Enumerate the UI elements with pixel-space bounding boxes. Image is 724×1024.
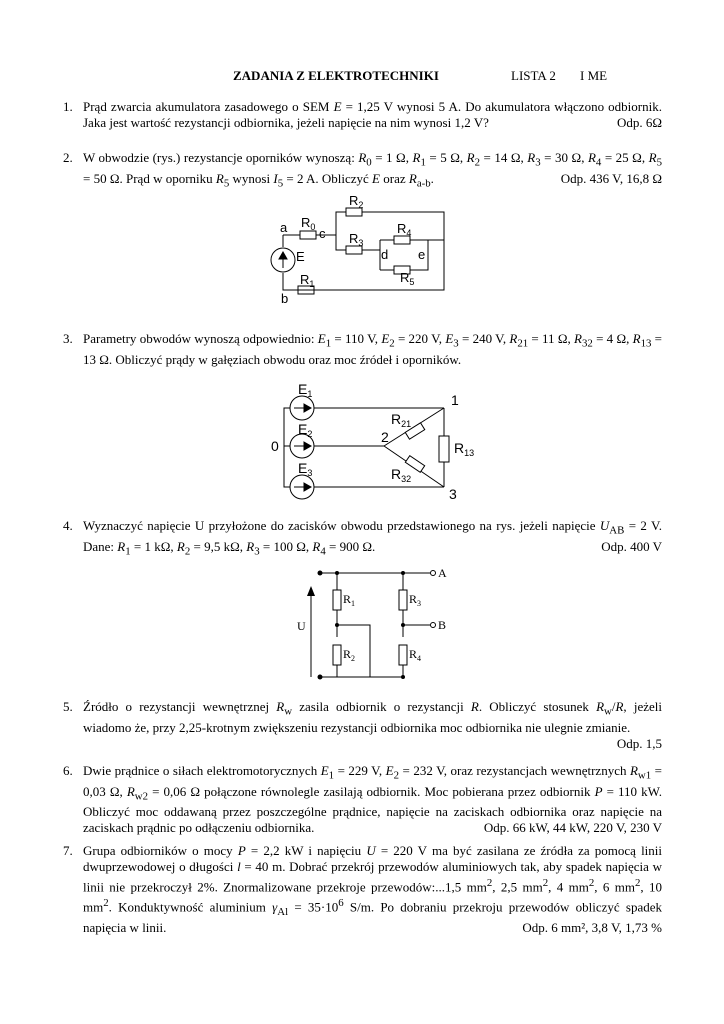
resistor-r21-subscript: 21 — [401, 419, 412, 429]
resistor-r13-subscript: 13 — [464, 448, 475, 458]
svg-text:R0 — [301, 215, 315, 232]
resistor-r0-subscript: 0 — [310, 222, 316, 232]
svg-text:R2 — [343, 647, 355, 663]
problem-number: 2. — [63, 150, 73, 165]
problem-answer: Odp. 66 kW, 44 kW, 220 V, 230 V — [483, 820, 662, 836]
svg-text:R1 — [343, 592, 355, 608]
resistor-r4-subscript: 4 — [417, 654, 422, 663]
problem-5 — [63, 699, 662, 752]
problem-answer: Odp. 400 V — [601, 538, 662, 554]
problem-answer: Odp. 1,5 — [616, 735, 662, 751]
problem-number: 6. — [63, 763, 73, 778]
problem-number: 4. — [63, 518, 73, 533]
svg-text:E3 — [298, 460, 312, 478]
resistor-r21-label: R — [391, 411, 402, 427]
resistor-r5-subscript: 5 — [409, 277, 415, 287]
resistor-r3-subscript: 3 — [417, 599, 422, 608]
svg-text:R4 — [409, 647, 421, 663]
problem-6 — [63, 763, 662, 836]
resistor-r1-subscript: 1 — [351, 599, 356, 608]
problem-answer: Odp. 6 mm², 3,8 V, 1,73 % — [522, 920, 662, 936]
resistor-r1-label: R — [343, 592, 352, 606]
resistor-r13-label: R — [454, 440, 465, 456]
circuit-figure-2 — [265, 380, 490, 502]
svg-text:R2 — [349, 195, 363, 210]
problem-2 — [63, 150, 662, 191]
resistor-r2-subscript: 2 — [351, 654, 356, 663]
node-2-label: 2 — [381, 429, 389, 445]
source-e2-subscript: 2 — [307, 429, 313, 439]
resistor-r2-label: R — [349, 195, 359, 208]
resistor-r3-label: R — [409, 592, 418, 606]
node-e-label: e — [418, 247, 426, 262]
svg-text:R3 — [349, 231, 363, 248]
resistor-r4-subscript: 4 — [406, 228, 412, 238]
resistor-r2-label: R — [343, 647, 352, 661]
terminal-b-label: B — [438, 618, 447, 632]
problem-text: Prąd zwarcia akumulatora zasadowego o SEM E = 1,25 V wynosi 5 A. Do akumulatora włączono odbiornik. Jaka jest wartość rezystancji odbiornika, jeżeli napięcie na nim wynosi 1,2 V? Odp. 6Ω — [83, 99, 662, 130]
resistor-r5-label: R — [400, 270, 410, 285]
problem-text: Parametry obwodów wynoszą odpowiednio: $E_1 = 110$ V, $E_2 = 220$ V, $E_3 = 240$ V, $R_{21} = 11$ Ω, $R_{32} = 4$ Ω, $R_{13} = 13$ Ω. Obliczyć prądy w gałęziach obwodu oraz moc źródeł i oporników. — [83, 331, 663, 367]
problem-text: Wyznaczyć napięcie U przyłożone do zacisków obwodu przedstawionego na rys. jeżeli napięcie $U_{AB} = 2$ V. Dane: $R_1 = 1$ kΩ, $R_2 = 9,5$ kΩ, $R_3 = 100$ Ω, $R_4 = 900$ Ω. Odp. 400 V — [83, 518, 662, 558]
source-e3-label: E — [298, 460, 308, 476]
source-e1-subscript: 1 — [307, 389, 313, 399]
problem-number: 3. — [63, 331, 73, 346]
node-b-label: b — [281, 291, 289, 306]
resistor-r3-label: R — [349, 231, 359, 246]
resistor-r4-label: R — [409, 647, 418, 661]
svg-text:R3 — [409, 592, 421, 608]
svg-text:E2 — [298, 421, 312, 439]
svg-text:R4 — [397, 221, 411, 238]
problem-answer: Odp. 6Ω — [616, 115, 662, 130]
page-title: ZADANIA Z ELEKTROTECHNIKI — [233, 68, 439, 83]
group-label: I ME — [580, 68, 608, 83]
node-d-label: d — [381, 247, 389, 262]
resistor-r4-label: R — [397, 221, 407, 236]
problem-text: Źródło o rezystancji wewnętrznej $R_w$ zasila odbiornik o rezystancji R. Obliczyć stosunek $R_w/R$, jeżeli wiadomo że, przy 2,25-krotnym zwiększeniu rezystancji odbiornika moc odbiornika nie ulegnie zmianie. Odp. 1,5 — [83, 699, 662, 751]
problem-answer: Odp. 436 V, 16,8 Ω — [560, 170, 662, 186]
node-0-label: 0 — [271, 438, 279, 454]
svg-text:E1 — [298, 381, 312, 399]
source-e1-label: E — [298, 381, 308, 397]
source-e3-subscript: 3 — [307, 468, 313, 478]
list-number: LISTA 2 — [511, 68, 556, 83]
resistor-r3-subscript: 3 — [358, 238, 364, 248]
svg-text:R1 — [300, 272, 314, 289]
svg-text:R5 — [400, 270, 414, 287]
resistor-r0-label: R — [301, 215, 311, 230]
svg-text:R21 — [391, 411, 411, 429]
node-a-label: a — [280, 220, 288, 235]
source-e2-label: E — [298, 421, 308, 437]
resistor-r1-subscript: 1 — [309, 279, 315, 289]
problem-4 — [63, 518, 662, 559]
terminal-a-label: A — [438, 566, 447, 580]
problem-number: 7. — [63, 843, 73, 858]
resistor-r1-label: R — [300, 272, 310, 287]
resistor-r32-subscript: 32 — [401, 474, 412, 484]
problem-number: 5. — [63, 699, 73, 714]
svg-text:R32 — [391, 466, 411, 484]
circuit-figure-3 — [290, 560, 455, 690]
node-1-label: 1 — [451, 392, 459, 408]
resistor-r32-label: R — [391, 466, 402, 482]
problem-number: 1. — [63, 99, 73, 114]
circuit-figure-1 — [262, 195, 472, 307]
problem-text: W obwodzie (rys.) rezystancje oporników wynoszą: $R_0 = 1$ Ω, $R_1 = 5$ Ω, $R_2 = 14$ Ω, $R_3 = 30$ Ω, $R_4 = 25$ Ω, $R_5 = 50$ Ω. Prąd w oporniku $R_5$ wynosi $I_5 = 2$ A. Obliczyć E oraz $R_{a-b}$. Odp. 436 V, 16,8 Ω — [83, 150, 662, 190]
problem-text: Dwie prądnice o siłach elektromotorycznych $E_1 = 229$ V, $E_2 = 232$ V, oraz rezystancjach wewnętrznych $R_{w1} = 0,03$ Ω, $R_{w2} = 0,06$ Ω połączone równolegle zasilają odbiornik. Moc pobierana przez odbiornik P = 110 kW. Obliczyć moc oddawaną przez poszczególne prądnice, napięcie na zaciskach odbiornika oraz napięcie na zaciskach prądnic po odłączeniu odbiornika. Odp. 66 kW, 44 kW, 220 V, 230 V — [83, 763, 662, 836]
voltage-u-label: U — [297, 619, 306, 633]
source-e-label: E — [296, 249, 305, 264]
problem-1 — [63, 99, 662, 131]
problem-7 — [63, 843, 662, 936]
resistor-r2-subscript: 2 — [358, 200, 364, 210]
problem-3 — [63, 331, 662, 368]
node-3-label: 3 — [449, 486, 457, 502]
node-c-label: c — [319, 226, 326, 241]
svg-text:R13 — [454, 440, 474, 458]
problem-text: Grupa odbiorników o mocy P = 2,2 kW i napięciu U = 220 V ma być zasilana ze źródła za pomocą linii dwuprzewodowej o długości l = 40 m. Dobrać przekrój przewodów aluminiowych tak, aby spadek napięcia w linii nie przekroczył 2%. Znormalizowane przekroje przewodów:...1,5 $mm^2$, 2,5 $mm^2$, 4 $mm^2$, 6 $mm^2$, 10 $mm^2$. Konduktywność aluminium $\gamma_{Al} = 35\cdot 10^6$ S/m. Po dobraniu przekroju przewodów obliczyć spadek napięcia w linii. Odp. 6 mm², 3,8 V, 1,73 % — [83, 843, 663, 936]
